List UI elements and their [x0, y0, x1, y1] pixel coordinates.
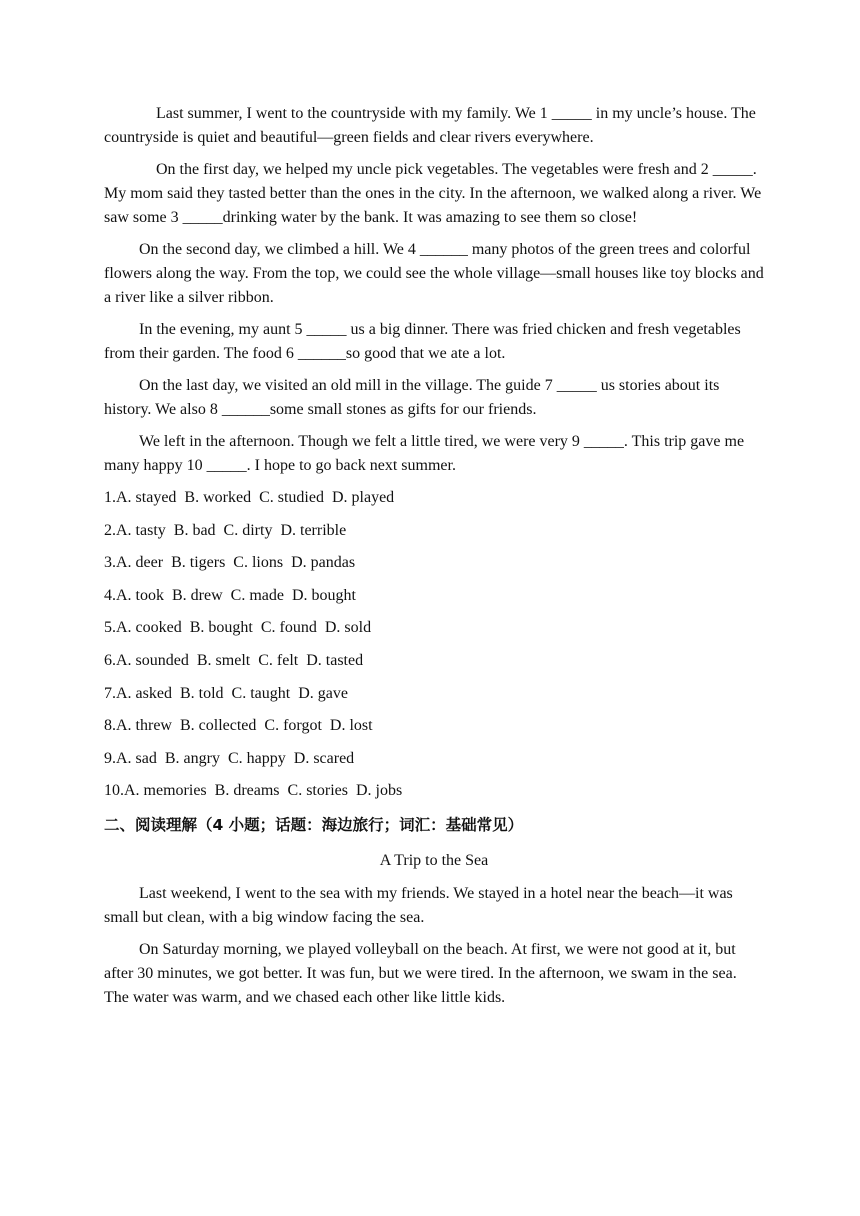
option-line-1: 1.A. stayed B. worked C. studied D. played: [104, 489, 395, 506]
section2-title: A Trip to the Sea: [379, 852, 489, 870]
passage1-paragraph-1: Last summer, I went to the countryside with my family. We 1 _____ in my uncle’s house. The countryside is quiet and beautiful—green fields and clear rivers everywhere.: [104, 105, 756, 146]
passage1-paragraph-6: We left in the afternoon. Though we felt a little tired, we were very 9 _____. This trip gave me many happy 10 _____. I hope to go back next summer.: [104, 433, 745, 474]
passage1-paragraph-2: On the first day, we helped my uncle pick vegetables. The vegetables were fresh and 2 _____. My mom said they tasted better than the ones in the city. In the afternoon, we walked along a river. We saw some 3 _____drinking water by the bank. It was amazing to see them so close!: [104, 161, 762, 226]
option-line-2: 2.A. tasty B. bad C. dirty D. terrible: [104, 521, 347, 539]
section2-heading: 二、阅读理解（4 小题；话题：海边旅行；词汇：基础常见）: [104, 816, 524, 835]
option-line-7: 7.A. asked B. told C. taught D. gave: [104, 684, 348, 702]
document-page: [104, 102, 764, 1018]
option-line-10: 10.A. memories B. dreams C. stories D. jobs: [104, 782, 403, 800]
option-line-8: 8.A. threw B. collected C. forgot D. lost: [104, 717, 373, 735]
passage1-paragraph-3: On the second day, we climbed a hill. We 4 ______ many photos of the green trees and colorful flowers along the way. From the top, we could see the whole village—small houses like toy blocks and a river like a silver ribbon.: [104, 241, 764, 306]
passage1-paragraph-5: On the last day, we visited an old mill in the village. The guide 7 _____ us stories about its history. We also 8 ______some small stones as gifts for our friends.: [104, 377, 720, 418]
option-line-6: 6.A. sounded B. smelt C. felt D. tasted: [104, 651, 364, 669]
options-list: [104, 486, 764, 803]
option-line-9: 9.A. sad B. angry C. happy D. scared: [104, 749, 355, 767]
option-line-4: 4.A. took B. drew C. made D. bought: [104, 586, 356, 604]
section2-paragraph-1: Last weekend, I went to the sea with my friends. We stayed in a hotel near the beach—it was small but clean, with a big window facing the sea.: [104, 885, 733, 927]
option-line-3: 3.A. deer B. tigers C. lions D. pandas: [104, 554, 356, 572]
option-line-5: 5.A. cooked B. bought C. found D. sold: [104, 619, 372, 637]
section2-paragraph-2: On Saturday morning, we played volleyball on the beach. At first, we were not good at it, but after 30 minutes, we got better. It was fun, but we were tired. In the afternoon, we swam in the sea. The water was warm, and we chased each other like little kids.: [104, 941, 737, 1007]
passage1-paragraph-4: In the evening, my aunt 5 _____ us a big dinner. There was fried chicken and fresh vegetables from their garden. The food 6 ______so good that we ate a lot.: [104, 321, 741, 362]
